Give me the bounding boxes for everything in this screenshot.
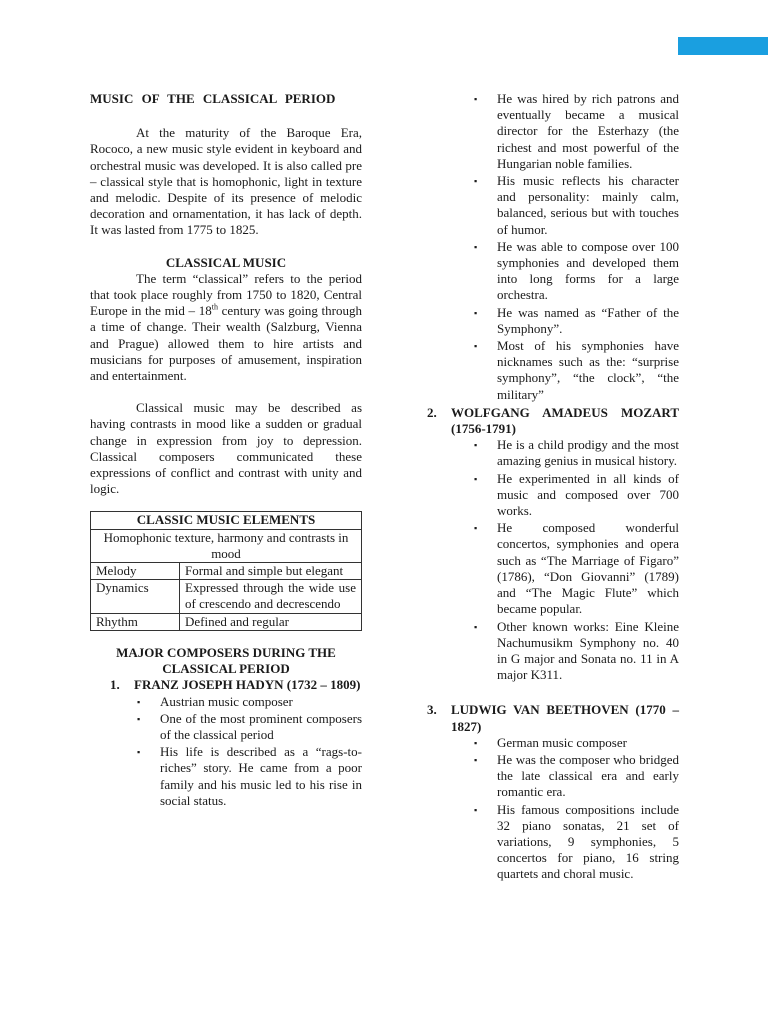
haydn-name: FRANZ JOSEPH HADYN (1732 – 1809) <box>134 677 361 693</box>
list-item <box>474 801 679 883</box>
list-item-text: Other known works: Eine Kleine Nachumusikm Symphony no. 40 in G major and Sonata no. 11 in A major K311. <box>497 618 679 683</box>
list-item-text: His life is described as a “rags-to-riches” story. He came from a poor family and his music led to his rise in social status. <box>160 744 362 808</box>
bullet-icon: ▪ <box>474 94 478 104</box>
table-row <box>91 563 362 580</box>
list-item <box>474 173 679 238</box>
list-item <box>474 91 679 172</box>
mozart-heading <box>427 405 679 437</box>
table-cell-value: Defined and regular <box>180 613 362 630</box>
list-item <box>137 693 362 710</box>
list-item-text: He was able to compose over 100 symphonies and developed them into long forms for a large orchestra. <box>497 238 679 303</box>
list-item <box>474 238 679 304</box>
bullet-icon: ▪ <box>474 440 478 451</box>
composers-heading: MAJOR COMPOSERS DURING THE CLASSICAL PERIOD <box>116 644 336 677</box>
list-item-text: He was hired by rich patrons and eventually became a musical director for the Esterhazy (the richest and most powerful of the Hungarian noble families. <box>497 91 679 171</box>
list-item <box>137 710 362 743</box>
list-item <box>474 618 679 684</box>
bullet-icon: ▪ <box>474 804 478 815</box>
beethoven-heading <box>427 702 679 734</box>
list-item-text: He was the composer who bridged the late classical era and early romantic era. <box>497 751 679 800</box>
table-header: CLASSIC MUSIC ELEMENTS <box>91 512 362 529</box>
spacer <box>427 684 679 702</box>
list-item-text: Most of his symphonies have nicknames such as the: “surprise symphony”, “the clock”, “the military” <box>497 338 679 402</box>
list-item-text: Austrian music composer <box>160 693 293 709</box>
classical-music-paragraph-2: Classical music may be described as having contrasts in mood like a sudden or gradual change in expression from joy to depression. Classical composers communicated these expressions of conflict and contrast with unity and logic. <box>90 400 362 497</box>
table-header-row <box>91 512 362 529</box>
mozart-bullet-list <box>427 437 679 683</box>
spacer <box>90 384 362 400</box>
list-item-text: He is a child prodigy and the most amazing genius in musical history. <box>497 437 679 469</box>
spacer <box>90 239 362 255</box>
bullet-icon: ▪ <box>474 754 478 765</box>
table-row <box>91 613 362 630</box>
list-item <box>474 520 679 617</box>
intro-paragraph: At the maturity of the Baroque Era, Rococo, a new music style evident in keyboard and orchestral music was developed. It is also called pre – classical style that is homophonic, light in texture and melodic. Despite of its presence of melodic decoration and ornamentation, it has lack of depth. It was lasted from 1775 to 1825. <box>90 125 362 238</box>
classical-music-paragraph-1 <box>90 271 362 384</box>
spacer <box>90 631 362 645</box>
page-title: MUSIC OF THE CLASSICAL PERIOD <box>90 91 336 106</box>
bullet-icon: ▪ <box>474 473 478 484</box>
table-cell-value: Expressed through the wide use of crescendo and decrescendo <box>180 580 362 613</box>
beethoven-name: LUDWIG VAN BEETHOVEN (1770 – 1827) <box>451 702 679 734</box>
table-cell-value: Formal and simple but elegant <box>180 563 362 580</box>
left-column <box>90 91 362 810</box>
table-subheader-row <box>91 529 362 562</box>
haydn-bullet-list-continued <box>427 91 679 403</box>
table-row <box>91 580 362 613</box>
haydn-number: 1. <box>110 677 120 693</box>
haydn-heading <box>90 677 362 693</box>
spacer <box>90 497 362 505</box>
list-item <box>474 751 679 801</box>
list-item-text: German music composer <box>497 734 627 750</box>
mozart-number: 2. <box>427 404 437 420</box>
list-item <box>474 734 679 751</box>
table-cell-label: Dynamics <box>91 580 180 613</box>
list-item <box>474 338 679 403</box>
list-item <box>137 744 362 809</box>
bullet-icon: ▪ <box>474 241 478 252</box>
bullet-icon: ▪ <box>137 713 141 724</box>
bullet-icon: ▪ <box>137 747 141 758</box>
list-item-text: His famous compositions include 32 piano sonatas, 21 set of variations, 9 symphonies, 5 concertos for piano, 16 string quartets and choral music. <box>497 801 679 882</box>
bullet-icon: ▪ <box>474 341 478 352</box>
list-item-text: He experimented in all kinds of music and composed over 700 works. <box>497 470 679 519</box>
list-item-text: He composed wonderful concertos, symphonies and opera such as “The Marriage of Figaro” (1786), “Don Giovanni” (1789) and “The Magic Flute” which became popular. <box>497 520 679 617</box>
table-subheader: Homophonic texture, harmony and contrasts in mood <box>91 529 362 562</box>
list-item <box>474 304 679 337</box>
list-item-text: One of the most prominent composers of the classical period <box>160 710 362 742</box>
accent-bar <box>678 37 768 55</box>
beethoven-bullet-list <box>427 735 679 883</box>
classical-music-heading: CLASSICAL MUSIC <box>165 254 287 270</box>
haydn-bullet-list <box>90 694 362 809</box>
bullet-icon: ▪ <box>474 176 478 187</box>
bullet-icon: ▪ <box>474 621 478 632</box>
list-item <box>474 437 679 469</box>
list-item-text: He was named as “Father of the Symphony”. <box>497 304 679 336</box>
beethoven-number: 3. <box>427 702 437 718</box>
list-item <box>474 470 679 520</box>
bullet-icon: ▪ <box>137 696 141 707</box>
bullet-icon: ▪ <box>474 523 478 534</box>
right-column <box>427 91 679 884</box>
mozart-name: WOLFGANG AMADEUS MOZART (1756-1791) <box>451 404 679 437</box>
table-cell-label: Rhythm <box>91 613 180 630</box>
elements-table <box>90 511 362 630</box>
bullet-icon: ▪ <box>474 307 478 318</box>
cm-para1-b: century was going through a time of change. Their wealth (Salzburg, Vienna and Prague) allowed them to hire artists and musicians for purposes of amusement, inspiration and entertainment. <box>90 303 362 384</box>
bullet-icon: ▪ <box>474 737 478 748</box>
list-item-text: His music reflects his character and personality: mainly calm, balanced, serious but with touches of humor. <box>497 173 679 237</box>
table-cell-label: Melody <box>91 563 180 580</box>
cm-para1-a: The term “classical” refers to the period that took place roughly from 1750 to 1820, Central Europe in the mid – 18 <box>90 270 362 319</box>
cm-para1-sup: th <box>211 302 218 312</box>
